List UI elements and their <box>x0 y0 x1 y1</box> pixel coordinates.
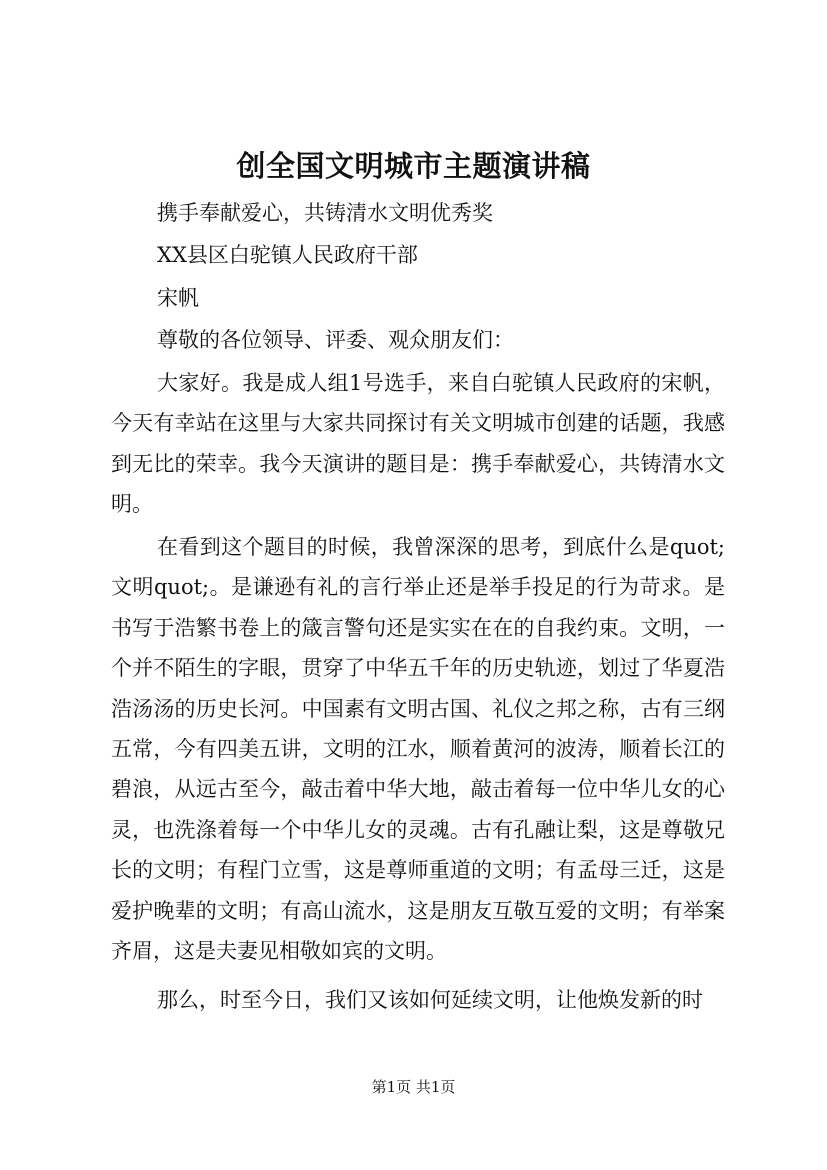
author-name: 宋帆 <box>157 286 199 310</box>
page-number: 第1页 共1页 <box>371 1078 456 1096</box>
speech-subtitle: 携手奉献爱心，共铸清水文明优秀奖 <box>157 201 493 225</box>
author-affiliation: XX县区白驼镇人民政府干部 <box>157 243 418 267</box>
paragraph-civilization: 在看到这个题目的时候，我曾深深的思考，到底什么是quot;文明quot;。是谦逊有礼的言行举止还是举手投足的行为苛求。是书写于浩繁书卷上的箴言警句还是实实在在的自我约束。文明，一个并不陌生的字眼，贯穿了中华五千年的历史轨迹，划过了华夏浩浩汤汤的历史长河。中国素有文明古国、礼仪之邦之称，古有三纲五常，今有四美五讲，文明的江水，顺着黄河的波涛，顺着长江的碧浪，从远古至今，敲击着中华大地，敲击着每一位中华儿女的心灵，也洗涤着每一个中华儿女的灵魂。古有孔融让梨，这是尊敬兄长的文明；有程门立雪，这是尊师重道的文明；有孟母三迁，这是爱护晚辈的文明；有高山流水，这是朋友互敬互爱的文明；有举案齐眉，这是夫妻见相敬如宾的文明。 <box>111 535 725 964</box>
paragraph-intro: 大家好。我是成人组1号选手，来自白驼镇人民政府的宋帆，今天有幸站在这里与大家共同探讨有关文明城市创建的话题，我感到无比的荣幸。我今天演讲的题目是：携手奉献爱心，共铸清水文明。 <box>111 371 725 517</box>
salutation: 尊敬的各位领导、评委、观众朋友们： <box>157 328 514 352</box>
paragraph-continuation: 那么，时至今日，我们又该如何延续文明，让他焕发新的时 <box>157 988 703 1012</box>
document-title: 创全国文明城市主题演讲稿 <box>236 149 591 183</box>
